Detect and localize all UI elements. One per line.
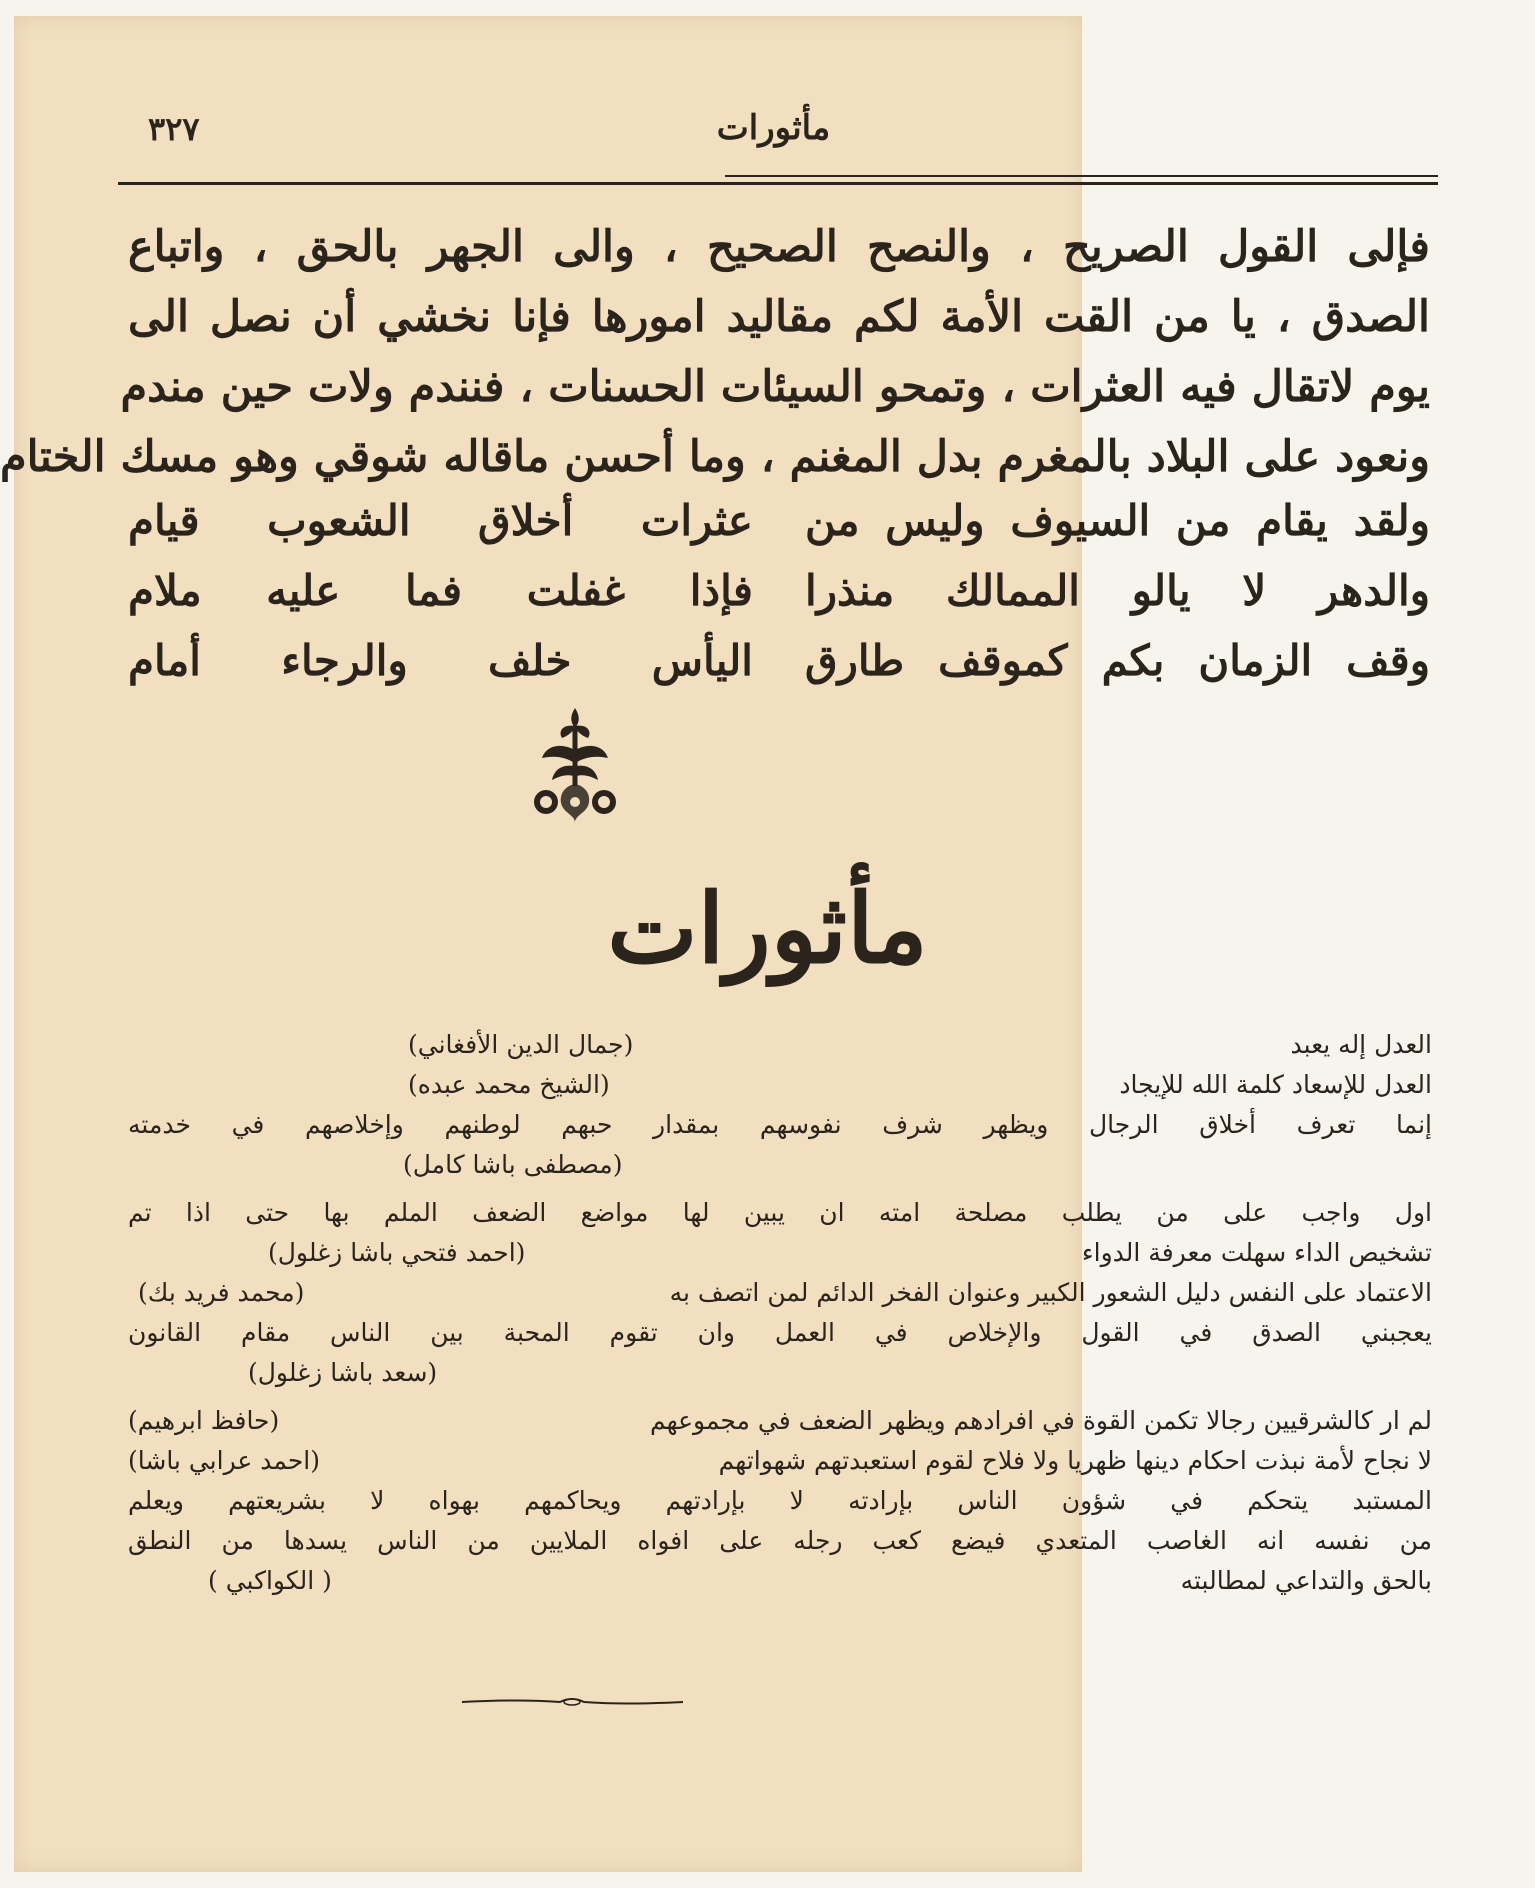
verse-second-half: اليأس خلف والرجاء أمام	[128, 635, 753, 685]
prose-line: ونعود على البلاد بالمغرم بدل المغنم ، وما أحسن ماقاله شوقي وهو مسك الختام	[0, 432, 1430, 482]
quote-text: الاعتماد على النفس دليل الشعور الكبير وعنوان الفخر الدائم لمن اتصف به	[669, 1278, 1432, 1307]
quote-text: العدل للإسعاد كلمة الله للإيجاد	[1119, 1070, 1432, 1099]
running-title: مأثورات	[716, 108, 831, 148]
quote-author: (مصطفى باشا كامل)	[403, 1150, 623, 1179]
quote-author: (احمد فتحي باشا زغلول)	[268, 1238, 526, 1267]
quote-row	[128, 1233, 1432, 1273]
quote-row	[128, 1401, 1432, 1441]
floral-vignette-icon	[532, 706, 618, 826]
quote-author: (الشيخ محمد عبده)	[408, 1070, 610, 1099]
quote-author: (احمد عرابي باشا)	[128, 1446, 320, 1475]
poem-verse	[128, 555, 1430, 625]
quote-text: لم ار كالشرقيين رجالا تكمن القوة في افرادهم ويظهر الضعف في مجموعهم	[649, 1406, 1432, 1435]
poem-verse	[128, 625, 1430, 695]
quote-row	[128, 1193, 1432, 1233]
quote-text: المستبد يتحكم في شؤون الناس بإرادته لا بإرادتهم ويحاكمهم بهواه لا بشريعتهم ويعلم	[128, 1486, 1432, 1515]
quote-text: تشخيص الداء سهلت معرفة الدواء	[1081, 1238, 1432, 1267]
quote-author: (حافظ ابرهيم)	[128, 1406, 280, 1435]
poem-verse	[128, 485, 1430, 555]
quote-row	[128, 1025, 1432, 1065]
prose-line: فإلى القول الصريح ، والنصح الصحيح ، والى الجهر بالحق ، واتباع	[128, 222, 1430, 272]
poem	[128, 485, 1430, 695]
quote-row	[128, 1105, 1432, 1145]
verse-second-half: فإذا غفلت فما عليه ملام	[128, 565, 753, 615]
quote-text: يعجبني الصدق في القول والإخلاص في العمل وان تقوم المحبة بين الناس مقام القانون	[128, 1318, 1432, 1347]
header-rule	[118, 182, 1438, 185]
verse-second-half: عثرات أخلاق الشعوب قيام	[128, 495, 753, 545]
section-title: مأثورات	[607, 872, 928, 985]
end-ornament-rule	[460, 1695, 685, 1709]
quote-row	[128, 1441, 1432, 1481]
quote-row	[128, 1353, 1432, 1393]
verse-first-half: والدهر لا يالو الممالك منذرا	[805, 565, 1430, 615]
quote-text: اول واجب على من يطلب مصلحة امته ان يبين لها مواضع الضعف الملم بها حتى اذا تم	[128, 1198, 1432, 1227]
quote-row	[128, 1561, 1432, 1601]
running-header	[120, 108, 1427, 152]
verse-first-half: ولقد يقام من السيوف وليس من	[805, 495, 1430, 545]
quote-row	[128, 1313, 1432, 1353]
page-number: ٣٢٧	[148, 110, 200, 148]
prose-line: الصدق ، يا من القت الأمة لكم مقاليد امورها فإنا نخشي أن نصل الى	[128, 292, 1430, 342]
quotes-list	[128, 1025, 1432, 1601]
quote-row	[128, 1065, 1432, 1105]
quote-author: (جمال الدين الأفغاني)	[408, 1030, 634, 1059]
verse-first-half: وقف الزمان بكم كموقف طارق	[805, 635, 1430, 685]
quote-text: بالحق والتداعي لمطالبته	[1180, 1566, 1432, 1595]
quote-text: من نفسه انه الغاصب المتعدي فيضع كعب رجله على افواه الملايين من الناس يسدها من النطق	[128, 1526, 1432, 1555]
header-rule-short	[725, 175, 1438, 177]
quote-text: إنما تعرف أخلاق الرجال ويظهر شرف نفوسهم بمقدار حبهم لوطنهم وإخلاصهم في خدمته	[128, 1110, 1432, 1139]
prose-line: يوم لاتقال فيه العثرات ، وتمحو السيئات الحسنات ، فنندم ولات حين مندم	[120, 362, 1430, 412]
prose-paragraph	[0, 212, 1430, 492]
quote-author: (محمد فريد بك)	[138, 1278, 305, 1307]
quote-text: العدل إله يعبد	[1290, 1030, 1432, 1059]
quote-row	[128, 1273, 1432, 1313]
quote-author: (سعد باشا زغلول)	[248, 1358, 438, 1387]
quote-row	[128, 1145, 1432, 1185]
quote-row	[128, 1521, 1432, 1561]
quote-author: ( الكواكبي )	[208, 1566, 332, 1595]
quote-text: لا نجاح لأمة نبذت احكام دينها ظهريا ولا فلاح لقوم استعبدتهم شهواتهم	[718, 1446, 1432, 1475]
quote-row	[128, 1481, 1432, 1521]
